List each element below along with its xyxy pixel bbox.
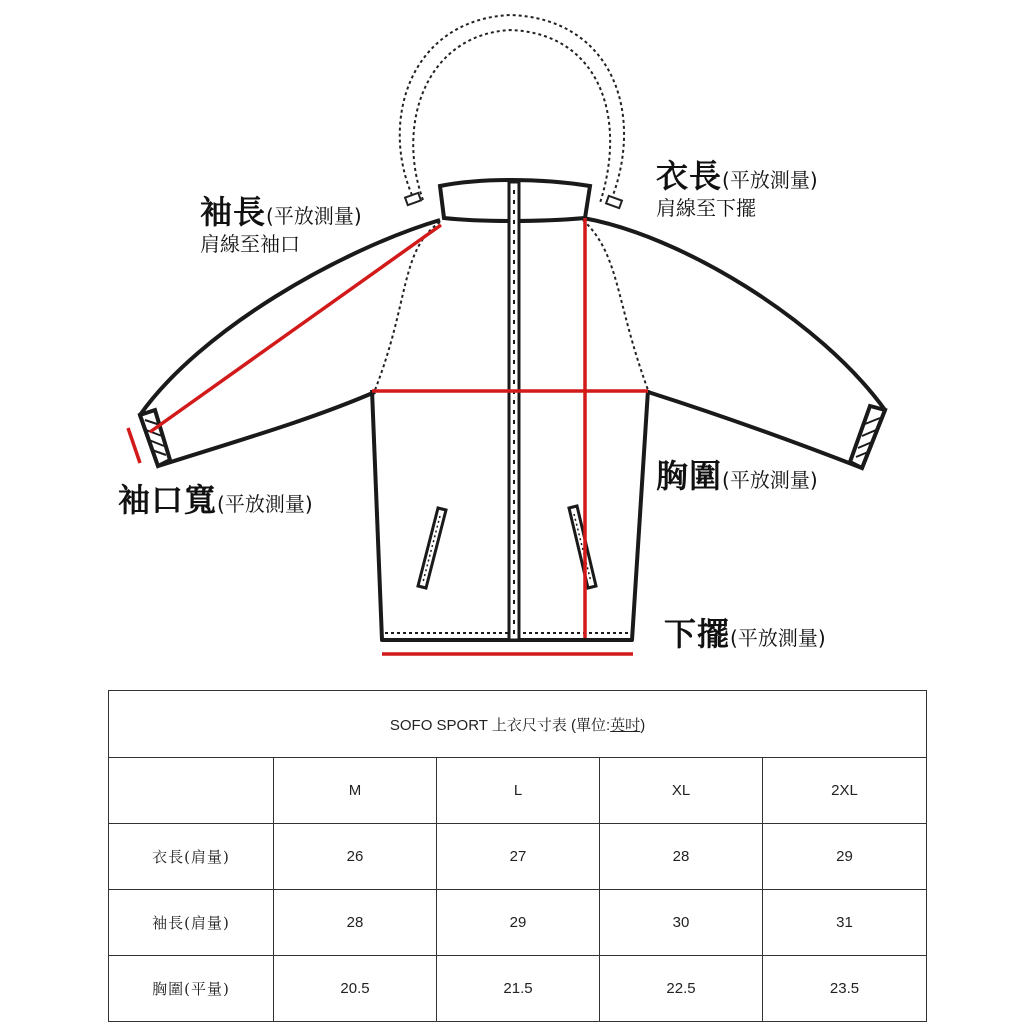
hood-toggle-right (606, 196, 622, 208)
right-pocket (569, 506, 596, 588)
sleeve-length-title: 袖長 (200, 193, 267, 231)
body-length-label (656, 157, 818, 220)
table-title-prefix: SOFO SPORT 上衣尺寸表 (單位: (389, 716, 611, 734)
table-row (109, 890, 927, 956)
table-cell: 21.5 (437, 956, 600, 1022)
body-length-sub: 肩線至下擺 (656, 196, 756, 220)
table-cell: 26 (274, 824, 437, 890)
table-row (109, 824, 927, 890)
sleeve-length-label (200, 193, 362, 256)
table-row (109, 956, 927, 1022)
table-cell: 27 (437, 824, 600, 890)
table-title-row (109, 691, 927, 758)
column-header: M (274, 758, 437, 824)
hood-outline (400, 15, 624, 203)
table-cell: 31 (763, 890, 927, 956)
table-cell: 23.5 (763, 956, 927, 1022)
column-header: 2XL (763, 758, 927, 824)
right-cuff (850, 406, 885, 468)
cuff-width-label (118, 481, 313, 519)
cuff-width-title: 袖口寬 (118, 481, 218, 519)
size-table (108, 690, 927, 1022)
row-label: 胸圍(平量) (109, 956, 274, 1022)
chest-title: 胸圍 (656, 457, 723, 495)
row-label: 衣長(肩量) (109, 824, 274, 890)
table-cell: 28 (274, 890, 437, 956)
body-length-note: (平放測量) (722, 168, 818, 192)
sleeve-length-line (150, 225, 441, 432)
table-cell: 22.5 (600, 956, 763, 1022)
table-title-suffix: ) (640, 716, 646, 734)
chest-label (656, 457, 818, 495)
left-pocket (418, 508, 446, 588)
table-cell: 20.5 (274, 956, 437, 1022)
cuff-width-note: (平放測量) (217, 492, 313, 516)
hood-toggle-left (405, 193, 421, 205)
row-label: 袖長(肩量) (109, 890, 274, 956)
sleeve-length-sub: 肩線至袖口 (200, 232, 300, 256)
table-title-unit: 英吋 (610, 716, 641, 734)
cuff-width-line (128, 428, 140, 463)
table-cell: 29 (437, 890, 600, 956)
sleeve-length-note: (平放測量) (266, 204, 362, 228)
chest-note: (平放測量) (722, 468, 818, 492)
column-header (109, 758, 274, 824)
left-cuff (140, 410, 170, 466)
table-title (109, 691, 927, 758)
table-cell: 29 (763, 824, 927, 890)
table-cell: 28 (600, 824, 763, 890)
table-cell: 30 (600, 890, 763, 956)
column-header: XL (600, 758, 763, 824)
hem-label (664, 615, 826, 653)
body-length-title: 衣長 (656, 157, 723, 195)
table-header-row (109, 758, 927, 824)
hem-note: (平放測量) (730, 626, 826, 650)
hem-title: 下擺 (664, 615, 731, 653)
column-header: L (437, 758, 600, 824)
right-sleeve-outline (583, 218, 885, 468)
